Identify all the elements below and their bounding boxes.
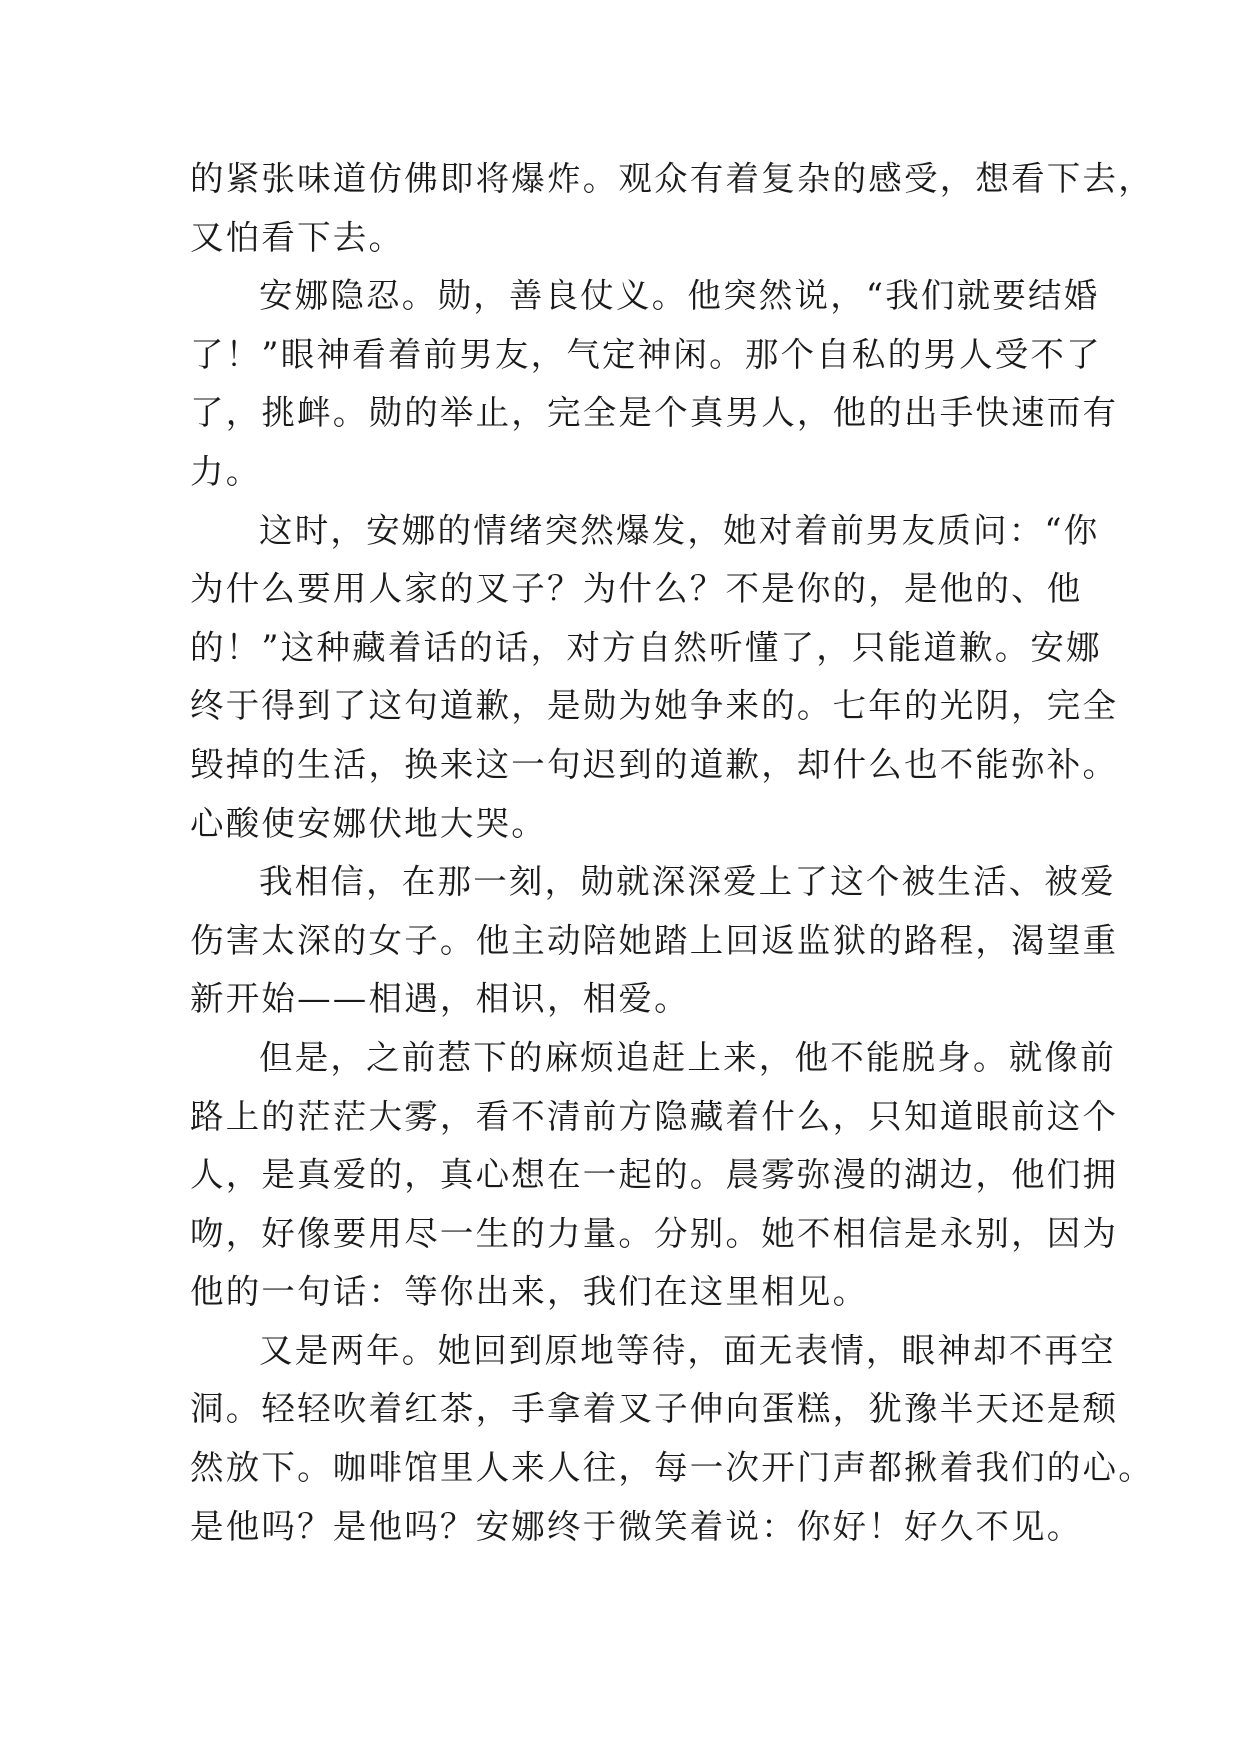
text-line: 又怕看下去。 bbox=[190, 217, 405, 257]
paragraph-first-line: 但是，之前惹下的麻烦追赶上来，他不能脱身。就像前 bbox=[259, 1037, 1116, 1077]
text-line: 了！”眼神看着前男友，气定神闲。那个自私的男人受不了 bbox=[190, 334, 1102, 374]
text-line: 新开始——相遇，相识，相爱。 bbox=[190, 979, 690, 1019]
text-line: 他的一句话：等你出来，我们在这里相见。 bbox=[190, 1272, 869, 1312]
text-line: 伤害太深的女子。他主动陪她踏上回返监狱的路程，渴望重 bbox=[190, 920, 1119, 960]
paragraph-first-line: 安娜隐忍。勋，善良仗义。他突然说，“我们就要结婚 bbox=[259, 276, 1100, 316]
text-line: 洞。轻轻吹着红茶，手拿着叉子伸向蛋糕，犹豫半天还是颓 bbox=[190, 1389, 1119, 1429]
text-line: 路上的茫茫大雾，看不清前方隐藏着什么，只知道眼前这个 bbox=[190, 1096, 1119, 1136]
text-line: 为什么要用人家的叉子？为什么？不是你的，是他的、他 bbox=[190, 569, 1083, 609]
paragraph-first-line: 这时，安娜的情绪突然爆发，她对着前男友质问：“你 bbox=[259, 510, 1100, 550]
paragraph-first-line: 又是两年。她回到原地等待，面无表情，眼神却不再空 bbox=[259, 1330, 1116, 1370]
text-line: 吻，好像要用尽一生的力量。分别。她不相信是永别，因为 bbox=[190, 1213, 1119, 1253]
text-line: 是他吗？是他吗？安娜终于微笑着说：你好！好久不见。 bbox=[190, 1506, 1083, 1546]
text-line: 毁掉的生活，换来这一句迟到的道歉，却什么也不能弥补。 bbox=[190, 744, 1119, 784]
text-line: 力。 bbox=[190, 451, 262, 491]
paragraph-first-line: 我相信，在那一刻，勋就深深爱上了这个被生活、被爱 bbox=[259, 862, 1116, 902]
text-line: 心酸使安娜伏地大哭。 bbox=[190, 803, 547, 843]
text-line: 的！”这种藏着话的话，对方自然听懂了，只能道歉。安娜 bbox=[190, 627, 1102, 667]
text-line: 的紧张味道仿佛即将爆炸。观众有着复杂的感受，想看下去， bbox=[190, 159, 1154, 198]
text-line: 人，是真爱的，真心想在一起的。晨雾弥漫的湖边，他们拥 bbox=[190, 1155, 1119, 1195]
text-line: 了，挑衅。勋的举止，完全是个真男人，他的出手快速而有 bbox=[190, 393, 1119, 433]
text-line: 终于得到了这句道歉，是勋为她争来的。七年的光阴，完全 bbox=[190, 686, 1119, 726]
text-line: 然放下。咖啡馆里人来人往，每一次开门声都揪着我们的心。 bbox=[190, 1448, 1154, 1488]
body-text bbox=[190, 150, 1154, 1556]
